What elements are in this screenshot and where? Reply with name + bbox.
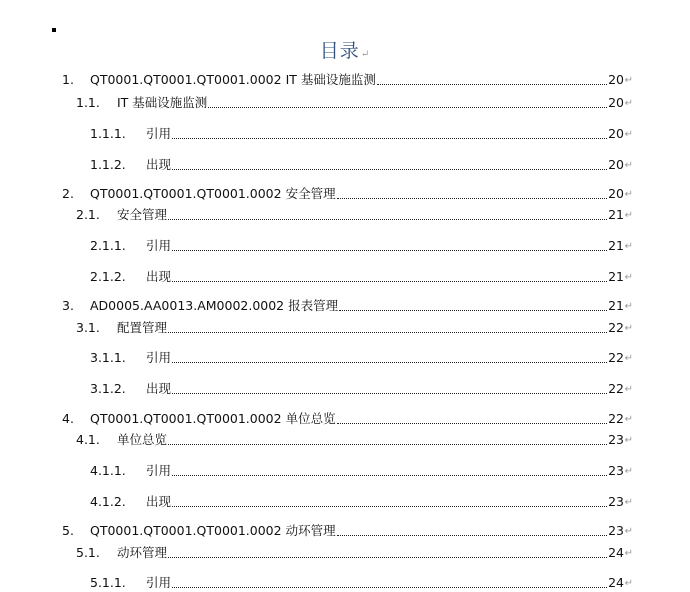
toc-entry-title: 动环管理 [117,545,168,560]
toc-entry-number: 1.1. [76,95,100,110]
toc-entry-page: 23 [608,523,624,538]
toc-dot-leader [172,137,607,139]
toc-entry-number: 4.1. [76,432,100,447]
toc-entry-page: 20 [608,72,624,87]
paragraph-mark-icon: ↵ [624,384,633,395]
paragraph-mark-icon: ↵ [624,578,633,589]
toc-dot-leader [168,556,607,558]
toc-entry[interactable] [90,573,633,591]
toc-entry[interactable] [62,70,633,88]
toc-entry-number: 5. [62,523,74,538]
toc-entry[interactable] [76,93,633,111]
toc-dot-leader [339,309,607,311]
toc-entry[interactable] [76,318,633,336]
paragraph-mark-icon: ↵ [624,353,633,364]
toc-entry-title: QT0001.QT0001.QT0001.0002 动环管理 [90,523,336,538]
toc-entry-title: QT0001.QT0001.QT0001.0002 安全管理 [90,186,336,201]
toc-dot-leader [172,474,607,476]
toc-entry-number: 4. [62,411,74,426]
toc-entry-page: 23 [608,432,624,447]
paragraph-mark-icon: ↵ [624,272,633,283]
toc-entry-number: 2. [62,186,74,201]
toc-entry[interactable] [76,430,633,448]
paragraph-mark-icon: ↵ [624,435,633,446]
toc-dot-leader [172,392,607,394]
toc-entry-title: 引用 [146,238,172,253]
toc-entry-title: 出现 [146,157,172,172]
toc-dot-leader [377,83,607,85]
toc-entry-number: 2.1.2. [90,269,126,284]
toc-entry-title: 引用 [146,463,172,478]
toc-entry-page: 24 [608,545,624,560]
toc-entry[interactable] [90,492,633,510]
paragraph-mark-icon: ↵ [624,323,633,334]
toc-entry-number: 5.1. [76,545,100,560]
toc-entry[interactable] [62,184,633,202]
toc-entry-page: 21 [608,207,624,222]
paragraph-mark-icon: ↵ [624,98,633,109]
toc-entry[interactable] [90,155,633,173]
toc-entry[interactable] [90,379,633,397]
toc-dot-leader [208,106,607,108]
toc-dot-leader [172,168,607,170]
toc-entry-number: 3.1. [76,320,100,335]
toc-entry-page: 23 [608,463,624,478]
toc-entry-page: 22 [608,381,624,396]
toc-dot-leader [172,280,607,282]
toc-entry-page: 22 [608,411,624,426]
toc-entry-title: AD0005.AA0013.AM0002.0002 报表管理 [90,298,339,313]
toc-entry-number: 3.1.1. [90,350,126,365]
toc-entry-number: 3.1.2. [90,381,126,396]
toc-entry-page: 20 [608,186,624,201]
toc-entry[interactable] [90,348,633,366]
toc-entry-title: 安全管理 [117,207,168,222]
toc-entry-page: 23 [608,494,624,509]
toc-entry[interactable] [76,543,633,561]
paragraph-mark-icon: ↵ [624,414,633,425]
paragraph-mark-icon: ↵ [624,160,633,171]
toc-entry-number: 2.1. [76,207,100,222]
toc-dot-leader [172,361,607,363]
toc-entry[interactable] [62,296,633,314]
toc-entry-page: 21 [608,238,624,253]
toc-entry-title: 引用 [146,126,172,141]
toc-entry-page: 20 [608,126,624,141]
paragraph-mark-icon: ↵ [624,189,633,200]
toc-entry[interactable] [62,409,633,427]
paragraph-mark-icon: ↵ [624,548,633,559]
paragraph-mark-icon: ↵ [624,526,633,537]
paragraph-mark-icon: ↵ [624,241,633,252]
toc-entry[interactable] [90,461,633,479]
toc-entry-number: 5.1.1. [90,575,126,590]
toc-entry-number: 4.1.1. [90,463,126,478]
paragraph-mark-icon: ↵ [624,129,633,140]
toc-entry-title: 单位总览 [117,432,168,447]
toc-dot-leader [168,443,607,445]
toc-entry-title: QT0001.QT0001.QT0001.0002 IT 基础设施监测 [90,72,376,87]
toc-entry-title: IT 基础设施监测 [117,95,208,110]
toc-entry[interactable] [90,236,633,254]
toc-entry-title: 配置管理 [117,320,168,335]
toc-entry-title: 引用 [146,350,172,365]
paragraph-mark-icon: ↵ [624,301,633,312]
toc-entry[interactable] [90,124,633,142]
paragraph-mark-icon: ↵ [360,49,371,60]
toc-entry-page: 20 [608,95,624,110]
toc-entry-number: 2.1.1. [90,238,126,253]
toc-entry-page: 22 [608,350,624,365]
toc-dot-leader [168,331,607,333]
toc-entry[interactable] [90,267,633,285]
toc-entry-page: 21 [608,298,624,313]
toc-dot-leader [168,218,607,220]
paragraph-mark-icon: ↵ [624,75,633,86]
toc-dot-leader [172,505,607,507]
toc-entry-number: 1.1.2. [90,157,126,172]
toc-entry-number: 1.1.1. [90,126,126,141]
toc-dot-leader [337,534,608,536]
toc-entry-title: QT0001.QT0001.QT0001.0002 单位总览 [90,411,336,426]
toc-entry-number: 3. [62,298,74,313]
toc-dot-leader [337,422,608,424]
toc-entry-title: 出现 [146,269,172,284]
toc-entry-number: 4.1.2. [90,494,126,509]
toc-dot-leader [172,586,607,588]
paragraph-mark-icon: ↵ [624,210,633,221]
toc-entry-number: 1. [62,72,74,87]
paragraph-mark-icon: ↵ [624,466,633,477]
paragraph-mark-icon: ↵ [624,497,633,508]
toc-entry-page: 22 [608,320,624,335]
toc-title-text: 目录 [319,40,360,62]
toc-entry-page: 21 [608,269,624,284]
toc-dot-leader [337,197,608,199]
toc-entry-page: 24 [608,575,624,590]
toc-dot-leader [172,249,607,251]
toc-entry[interactable] [76,205,633,223]
toc-entry-title: 出现 [146,381,172,396]
toc-entry-title: 出现 [146,494,172,509]
toc-entry-title: 引用 [146,575,172,590]
toc-entry-page: 20 [608,157,624,172]
toc-entry[interactable] [62,521,633,539]
